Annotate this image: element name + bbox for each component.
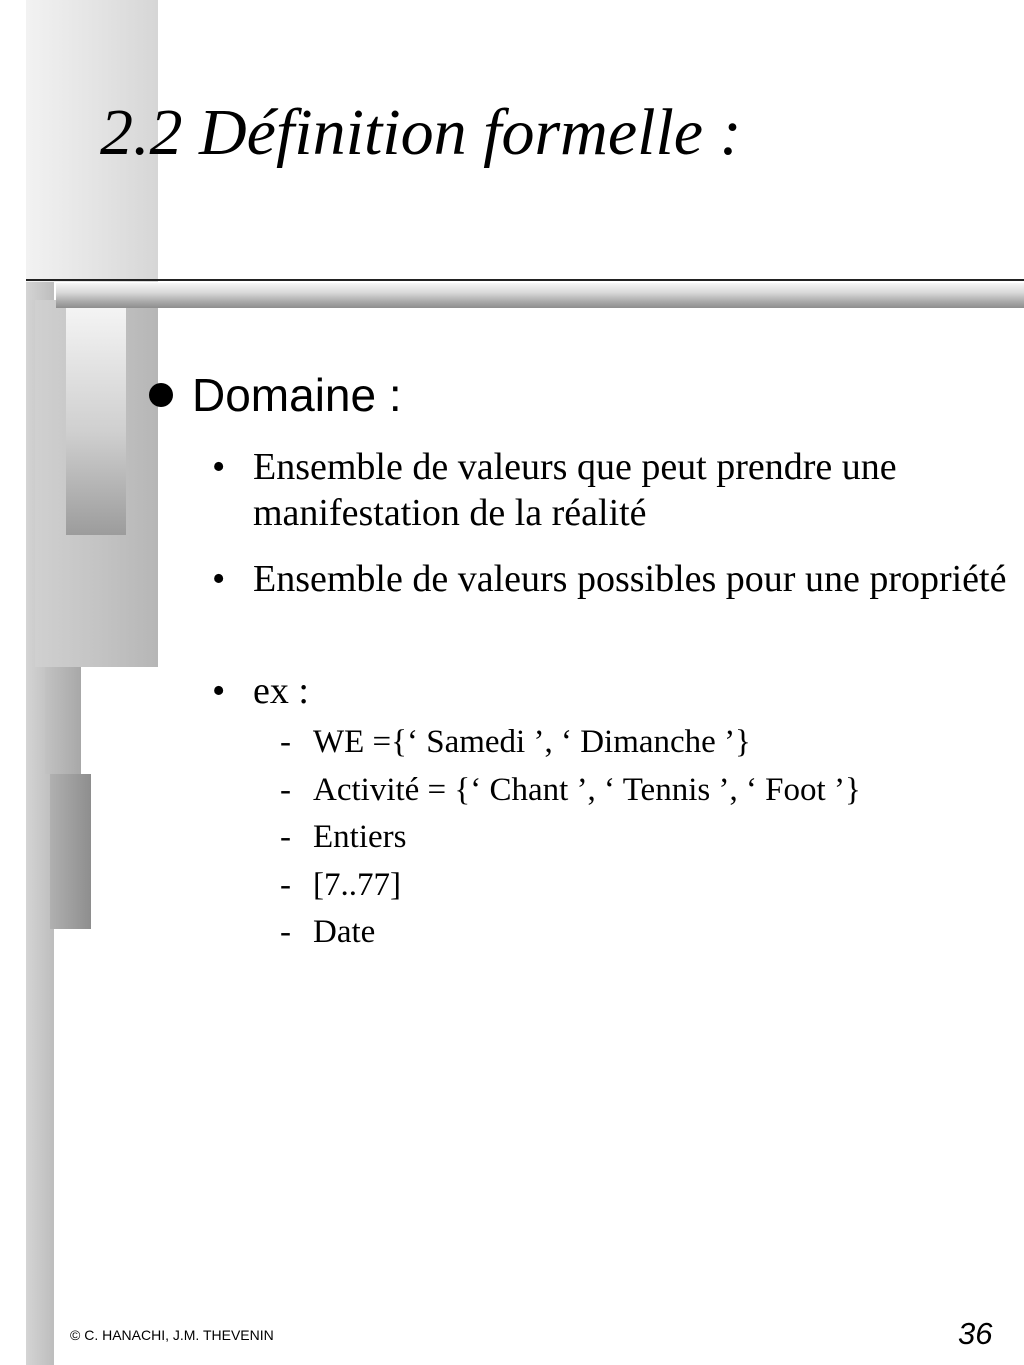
dash-icon: -: [280, 772, 291, 808]
decorative-bar-bottom: [50, 774, 91, 929]
bullet-dot-icon: [149, 383, 173, 407]
example-item-5: Date: [313, 914, 376, 950]
bullet-item-1: Ensemble de valeurs que peut prendre une manifestation de la réalité: [253, 446, 897, 534]
example-item-2: Activité = {‘ Chant ’, ‘ Tennis ’, ‘ Foot ’}: [313, 772, 861, 808]
bullet-item-3: ex :: [253, 670, 309, 712]
bullet-icon: •: [212, 670, 226, 712]
decorative-bar-inner: [66, 308, 126, 535]
dash-icon: -: [280, 914, 291, 950]
footer-copyright: © C. HANACHI, J.M. THEVENIN: [70, 1327, 274, 1343]
page-number: 36: [958, 1316, 993, 1351]
bullet-icon: •: [212, 446, 226, 488]
example-item-4: [7..77]: [313, 867, 401, 903]
slide-title: 2.2 Définition formelle :: [100, 96, 742, 169]
dash-icon: -: [280, 819, 291, 855]
dash-icon: -: [280, 724, 291, 760]
section-heading: Domaine :: [192, 369, 402, 421]
bullet-item-2: Ensemble de valeurs possibles pour une propriété: [253, 558, 1007, 600]
example-item-3: Entiers: [313, 819, 407, 855]
example-item-1: WE ={‘ Samedi ’, ‘ Dimanche ’}: [313, 724, 751, 760]
title-divider-line: [26, 279, 1024, 281]
dash-icon: -: [280, 867, 291, 903]
decorative-bar-lower: [45, 667, 81, 774]
bullet-icon: •: [212, 558, 226, 600]
title-divider-band: [56, 283, 1024, 308]
